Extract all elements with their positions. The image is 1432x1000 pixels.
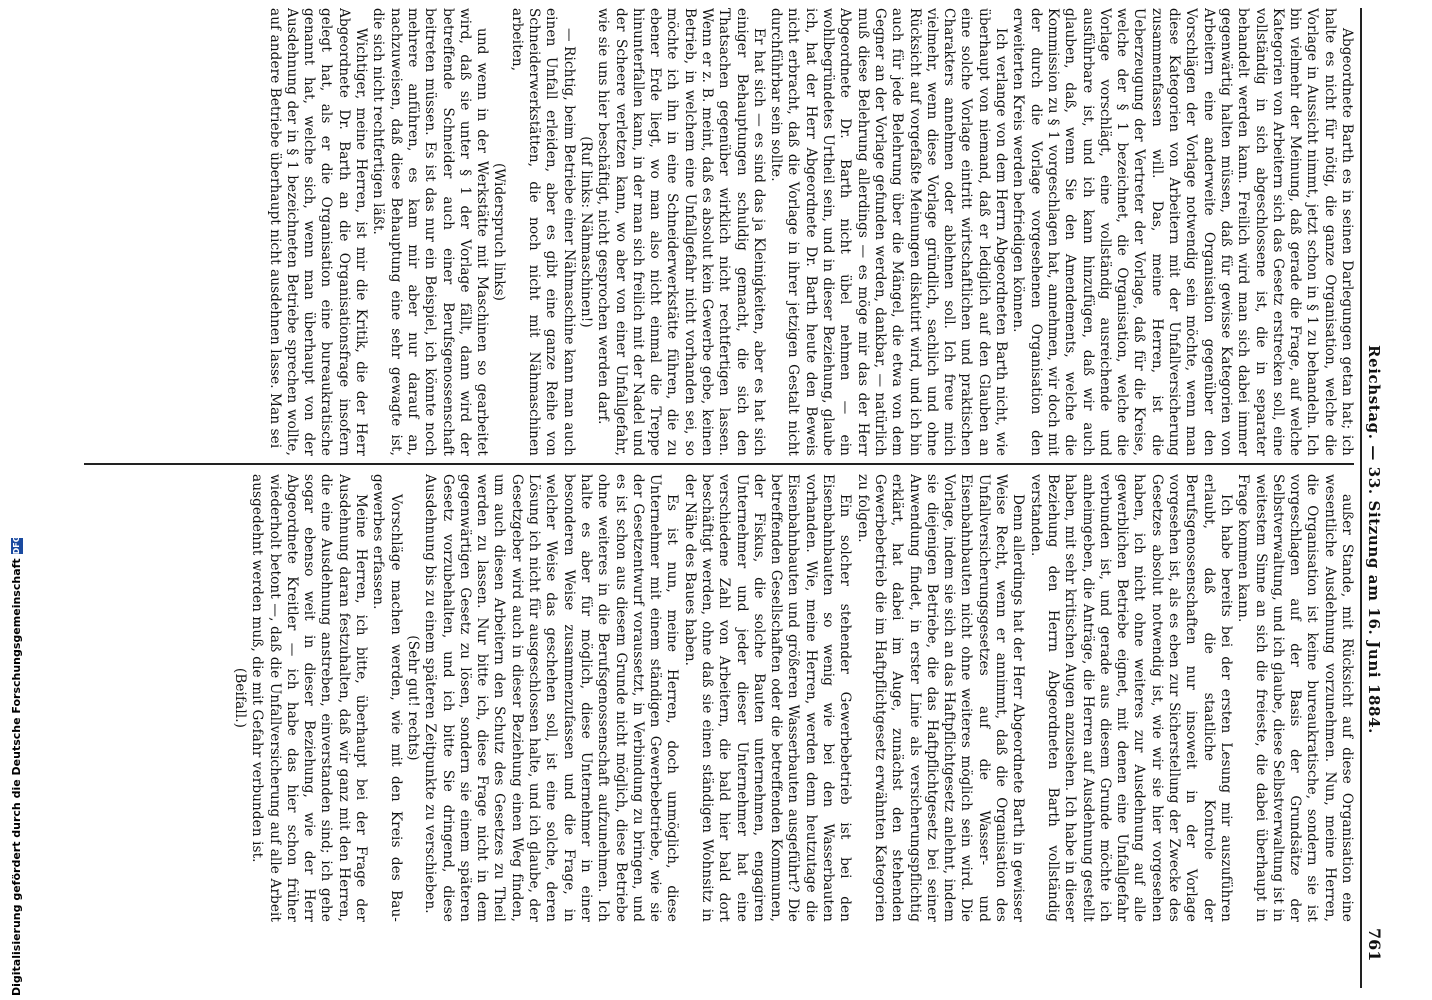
page-number: 761 [1365,928,1384,962]
text-column-left [85,8,1355,456]
text-column-right [85,474,1355,922]
left-column-paragraph: Ich verlange von dem Herrn Abgeordneten Barth nicht, wie überhaupt von niemand, daß er lediglich auf den Glauben an eine solche Vorlage eintritt wirtschaftlichen und praktischen Charakters annehmen oder ablehnen soll. Ich freue mich vielmehr, wenn diese Vorlage gründlich, sachlich und ohne Rücksicht auf vorgefaßte Meinungen diskutirt wird, und ich bin auch für jede Belehrung über die Mängel, die etwa von dem Gegner an der Vorlage gefunden werden, dankbar, — natürlich muß diese Belehrung allerdings — es möge mir das der Herr Abgeordnete Dr. Barth nicht übel nehmen — ein wohlbegründetes Urtheil sein, und in dieser Beziehung, glaube ich, hat der Herr Abgeordnete Dr. Barth heute den Beweis nicht erbracht, daß die Vorlage in ihrer jetzigen Gestalt nicht durchführbar sein sollte. [768,8,1010,456]
digitization-footer [10,535,23,996]
footer-text: Digitalisierung gefördert durch die Deutsche Forschungsgemeinschaft [10,558,23,996]
left-column-paragraph: und wenn in der Werkstätte mit Maschinen so gearbeitet wird, daß sie unter § 1 der Vorlage fällt, dann wird der betreffende Schneider auch einer Berufsgenossenschaft beitreten müssen. Es ist das nur ein Beispiel, ich könnte noch mehrere anführen, es kam mir aber nur darauf an, nachzuweisen, daß diese Behauptung eine sehr gewagte ist, die sich nicht rechtfertigen läßt. [370,8,491,456]
left-column-paragraph: (Widerspruch links) [491,162,508,302]
right-column-paragraph: (Sehr gut! rechts) [404,635,421,761]
right-column-paragraph: (Beifall.) [232,667,248,729]
column-divider [84,463,1354,465]
right-column-paragraph: außer Stande, mit Rücksicht auf diese Organisation eine wesentliche Ausdehnung vorzunehmen. Nun, meine Herren, die Organisation ist keine bureaukratische, sondern sie ist vorgeschlagen auf der Basis der Grundsätze der Selbstverwaltung, und ich glaube, diese Selbstverwaltung ist in weitestem Sinne an sich die freieste, die dabei überhaupt in Frage kommen kann. [1235,474,1355,922]
left-column-paragraph: — Richtig, beim Betriebe einer Nähmaschine kann man auch einen Unfall erleiden, aber es gibt eine ganze Reihe von Schneiderwerkstätten, die noch nicht mit Nähmaschinen arbeiten, [508,8,577,456]
right-column-paragraph: Vorschläge machen werden, wie mit den Kreis des Bau-gewerbes erfassen. [370,474,404,922]
left-column-paragraph: Abgeordnete Barth es in seinen Darlegungen getan hat; ich halte es nicht für nötig, die ganze Organisation, welche die Vorlage in Aussicht nimmt, jetzt schon in § 1 zu behandeln. Ich bin vielmehr der Meinung, daß gerade die Frage, auf welche Kategorien von Arbeitern sich das Gesetz erstrecken soll, eine vollständig in sich abgeschlossene ist, die in separater behandelt werden kann. Freilich wird man sich dabei immer gegenwärtig halten müssen, daß für gewisse Kategorien von Arbeitern eine anderweite Organisation gegenüber den Vorschlägen der Vorlage notwendig sein möchte, wenn man diese Kategorien von Arbeitern mit der Unfallversicherung zusammenfassen will. Das, meine Herren, ist die Ueberzeugung der Vertreter der Vorlage, daß für die Kreise, welche der § 1 bezeichnet, die Organisation, welche die Vorlage vorschlägt, eine vollständig ausreichende und ausführbare ist, und ich kann hinzufügen, daß wir auch glauben, daß, wenn Sie den Amendements, welche die Kommission zu § 1 vorgeschlagen hat, annehmen, wir doch mit der durch die Vorlage vorgesehenen Organisation den erweiterten Kreis werden befriedigen können. [1010,8,1355,456]
left-column-paragraph: Er hat sich — es sind das ja Kleinigkeiten, aber es hat sich einiger Behauptungen schuldig gemacht, die sich den Thatsachen gegenüber wirklich nicht rechtfertigen lassen. Wenn er z. B. meint, daß es absolut kein Gewerbe gebe, keinen Betrieb, in welchem eine Unfallgefahr nicht vorhanden sei, so möchte ich ihn in eine Schneiderwerkstätte führen, die zu ebener Erde liegt, wo man also nicht einmal die Treppe hinunterfallen kann, in der man sich freilich mit der Nadel und der Scheere verletzen kann, wo aber von einer Unfallgefahr, wie sie uns hier beschäftigt, nicht gesprochen werden darf. [595,8,767,456]
right-column-paragraph: Denn allerdings hat der Herr Abgeordnete Barth in gewisser Weise Recht, wenn er annimmt, daß die Organisation des Unfallversicherungsgesetzes auf die Wasser- und Eisenbahnbauten nicht ohne weiteres möglich sein wird. Die Vorlage, indem sie sich an das Haftpflichtgesetz anlehnt, indem sie diejenigen Betriebe, die das Haftpflichtgesetz bei seiner Anwendung findet, in erster Linie als versicherungspflichtig erklärt, hat dabei im Auge, zunächst den stehenden Gewerbebetrieb die im Haftpflichtgesetz erwähnten Kategorien zu folgen. [854,474,1027,922]
right-column-paragraph: Ein solcher stehender Gewerbebetrieb ist bei den Eisenbahnbauten so wenig wie bei den Wasserbauten vorhanden. Wie, meine Herren, werden denn heutzutage die Eisenbahnbauten und größeren Wasserbauten ausgeführt? Die betreffenden Gesellschaften oder die betreffenden Kommunen, der Fiskus, die solche Bauten unternehmen, engagiren Unternehmer und jeder dieser Unternehmer hat eine verschiedene Zahl von Arbeitern, die bald hier bald dort beschäftigt werden, ohne daß sie einen ständigen Wohnsitz in der Nähe des Baues haben. [681,474,854,922]
dfg-logo: DFG [12,535,21,555]
right-column-paragraph: Ich habe bereits bei der ersten Lesung mir auszuführen erlaubt, daß die staatliche Kontrole der Berufsgenossenschaften nur insoweit in der Vorlage vorgesehen ist, als es eben zur Sicherstellung der Zwecke des Gesetzes absolut notwendig ist, wie wir sie hier vorgesehen haben, ich nicht ohne weiteres zur Ausdehnung auf alle gewerblichen Betriebe eignet, mit denen eine Unfallgefahr verbunden ist, und gerade aus diesem Grunde möchte ich anheimgeben, die Anträge, die Herren auf Ausdehnung gestellt haben, mit sehr kritischen Augen anzusehen. Ich habe in dieser Beziehung den Herrn Abgeordneten Barth vollständig verstanden. [1027,474,1234,922]
left-column-paragraph: Wichtiger, meine Herren, ist mir die Kritik, die der Herr Abgeordnete Dr. Barth an die Organisationsfrage insofern gelegt hat, als er die Organisation eine bureaukratische genannt hat, welche sich, wenn man überhaupt von der Ausdehnung der in § 1 bezeichneten Betriebe sprechen wollte, auf andere Betriebe überhaupt nicht ausdehnen lasse. Man sei [266,8,370,456]
header-rule [1360,8,1362,988]
left-column-paragraph: (Ruf links: Nähmaschinen!) [577,136,594,328]
page-header-title: Reichstag. — 33. Sitzung am 16. Juni 1884. [1365,345,1383,734]
right-column-paragraph: Es ist nun, meine Herren, doch unmöglich, diese Unternehmer mit einem ständigen Gewerbebetriebe, wie sie der Gesetzentwurf voraussetzt, in Verbindung zu bringen, und es ist schon aus diesem Grunde nicht möglich, diese Betriebe ohne weiteres in die Berufsgenossenschaft aufzunehmen. Ich halte es aber für möglich, diese Unternehmer in einer besonderen Weise zusammenzufassen und die Frage, in welcher Weise das geschehen soll, ist eine solche, deren Lösung ich nicht für ausgeschlossen halte, und ich glaube, der Gesetzgeber wird auch in dieser Beziehung einen Weg finden, um auch diesen Arbeitern den Schutz des Gesetzes zu Theil werden zu lassen. Nur bitte ich, diese Frage nicht in dem gegenwärtigen Gesetz zu lösen, sondern sie einem späteren Gesetz vorzubehalten, und ich bitte Sie dringend, diese Ausdehnung bis zu einem späteren Zeitpunkte zu verschieben. [422,474,681,922]
right-column-paragraph: Meine Herren, ich bitte, überhaupt bei der Frage der Ausdehnung daran festzuhalten, daß wir ganz mit den Herren, die eine Ausdehnung anstreben, einverstanden sind; ich gehe sogar ebenso weit in dieser Beziehung, wie der Herr Abgeordnete Kreitler — ich habe das hier schon früher wiederholt betont —, daß die Unfallversicherung auf alle Arbeit ausgedehnt werden muß, die mit Gefahr verbunden ist. [249,474,370,922]
